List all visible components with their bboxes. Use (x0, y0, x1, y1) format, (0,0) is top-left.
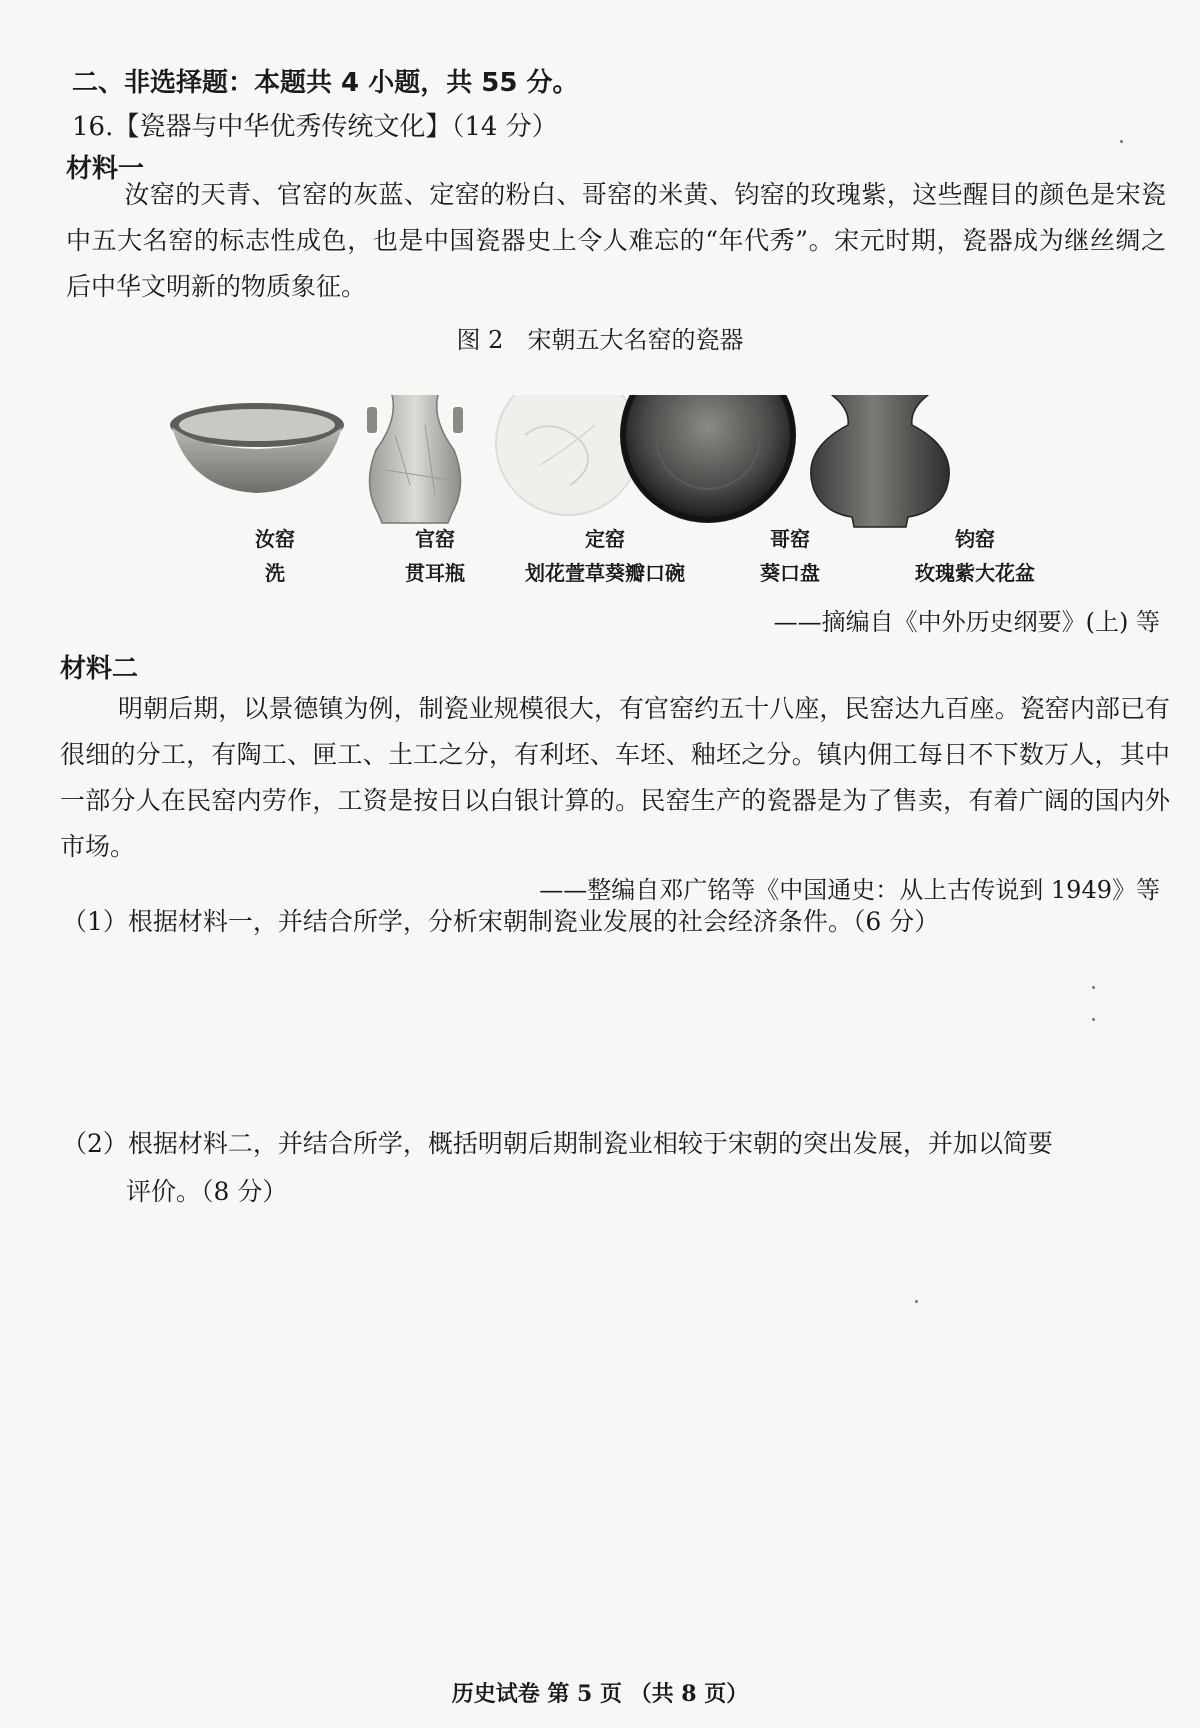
section-header: 二、非选择题：本题共 4 小题，共 55 分。 (72, 68, 579, 98)
guan-kiln-vase-image (367, 395, 463, 523)
sub-question-2-line2: 评价。（8 分） (126, 1177, 288, 1206)
ding-kiln-bowl-image (496, 395, 640, 515)
material1-source: ——摘编自《中外历史纲要》(上) 等 (773, 608, 1160, 636)
caption-kiln: 官窑 (415, 527, 455, 551)
material1-label: 材料一 (66, 154, 145, 184)
caption-guan-kiln (365, 522, 505, 590)
caption-ge-kiln (720, 522, 860, 590)
ge-kiln-dish-image (620, 395, 796, 523)
material2-text: 明朝后期，以景德镇为例，制瓷业规模很大，有官窑约五十八座，民窑达九百座。瓷窑内部已有很细的分工，有陶工、匣工、土工之分，有利坯、车坯、釉坯之分。镇内佣工每日不下数万人，其中一部分人在民窑内劳作，工资是按日以白银计算的。民窑生产的瓷器是为了售卖，有着广阔的国内外市场。 (60, 694, 1170, 861)
scan-speck (915, 1300, 918, 1303)
material2-label: 材料二 (60, 654, 139, 684)
material2-paragraph (60, 686, 1170, 870)
material1-paragraph (66, 172, 1166, 310)
sub-question-2 (62, 1120, 1172, 1216)
caption-jun-kiln (880, 522, 1070, 590)
sub-question-2-line1: （2）根据材料二，并结合所学，概括明朝后期制瓷业相较于宋朝的突出发展，并加以简要 (62, 1129, 1053, 1158)
page-footer: 历史试卷 第 5 页 （共 8 页） (451, 1681, 749, 1707)
figure-title: 图 2 宋朝五大名窑的瓷器 (456, 326, 744, 354)
caption-artifact: 划花萱草葵瓣口碗 (525, 561, 685, 585)
scan-speck (1120, 140, 1123, 143)
caption-artifact: 贯耳瓶 (405, 561, 465, 585)
jun-kiln-flowerpot-image (811, 395, 949, 527)
caption-artifact: 玫瑰紫大花盆 (915, 561, 1035, 585)
caption-kiln: 哥窑 (770, 527, 810, 551)
scan-speck (1092, 986, 1095, 989)
caption-artifact: 葵口盘 (760, 561, 820, 585)
caption-artifact: 洗 (265, 561, 285, 585)
caption-kiln: 定窑 (585, 527, 625, 551)
caption-ru-kiln (215, 522, 335, 590)
scan-speck (1092, 1018, 1095, 1021)
material2-source: ——整编自邓广铭等《中国通史：从上古传说到 1949》等 (539, 876, 1160, 904)
ru-kiln-washer-image (170, 403, 344, 493)
caption-kiln: 钧窑 (955, 527, 995, 551)
caption-ding-kiln (490, 522, 720, 590)
caption-kiln: 汝窑 (255, 527, 295, 551)
sub-question-1: （1）根据材料一，并结合所学，分析宋朝制瓷业发展的社会经济条件。（6 分） (62, 907, 940, 936)
material1-text: 汝窑的天青、官窑的灰蓝、定窑的粉白、哥窑的米黄、钧窑的玫瑰紫，这些醒目的颜色是宋瓷中五大名窑的标志性成色，也是中国瓷器史上令人难忘的“年代秀”。宋元时期，瓷器成为继丝绸之后中华文明新的物质象征。 (66, 180, 1166, 301)
question-title: 16.【瓷器与中华优秀传统文化】（14 分） (72, 112, 558, 142)
